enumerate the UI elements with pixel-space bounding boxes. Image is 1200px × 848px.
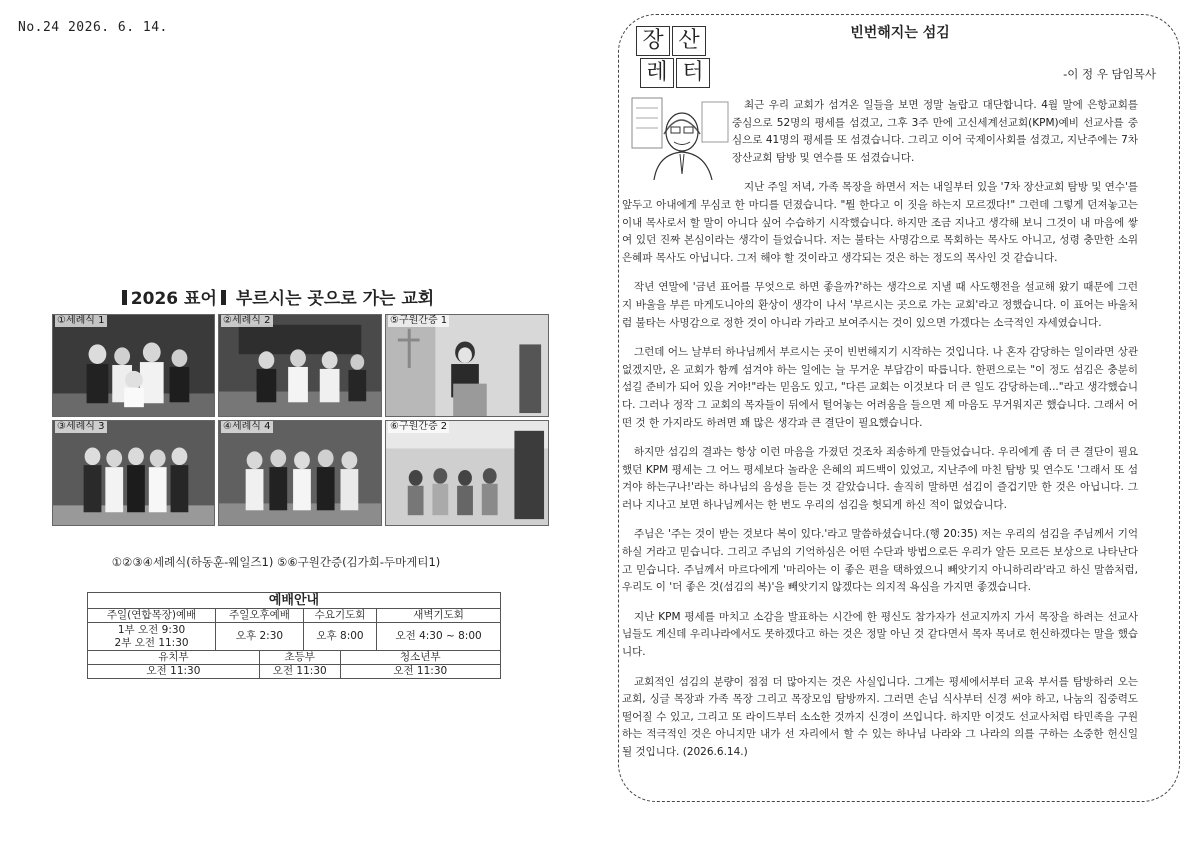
photo-testimony-2 [385,420,549,526]
motto-tag: 표어 [184,289,217,309]
title-bar-right [221,290,226,305]
letter-body [622,97,1138,774]
photo-label: ②세례식 2 [223,315,271,326]
photo-baptism-2 [218,314,382,417]
letter-paragraph: 작년 연말에 '금년 표어를 무엇으로 하면 좋을까?'하는 생각으로 지낼 때 사도행전을 설교해 왔기 때문에 그런지 바울을 부른 마게도니아의 환상이 생각이 나서 '부르시는 곳으로 가는 교회'라고 정했습니다. 이 표어는 바울처럼 불타는 사명감으로 정한 것이 아니라 가라고 보여주시는 것이 있으면 가겠다는 소극적인 자세였습니다. [622,281,1138,329]
schedule-header: 주일오후예배 [216,609,304,623]
schedule-dept: 초등부 [259,651,340,665]
schedule-dept-time: 오전 11:30 [88,665,260,679]
schedule-dept: 청소년부 [340,651,500,665]
schedule-title: 예배안내 [88,593,501,609]
photo-testimony-1 [385,314,549,417]
schedule-header: 수요기도회 [303,609,376,623]
title-bar-left [122,290,127,305]
letter-paragraph: 하지만 섬김의 결과는 항상 이런 마음을 가졌던 것조차 죄송하게 만들었습니다. 우리에게 좀 더 큰 결단이 필요했던 KPM 평세는 그 어느 평세보다 놀라운 은혜의 피드백이 있었고, 지난주에 마친 탐방 및 연수도 '그래서 또 섬겨야 하는구나!'라는 하나님의 음성을 듣는 것 같았습니다. 솔직히 말하면 섬김이 즐겁기만 한 것은 아닙니다. 그러나 지나고 보면 하나님께서는 한 번도 우리의 섬김을 헛되게 하신 적이 없었습니다. [622,446,1138,511]
schedule-header: 주일(연합목장)예배 [88,609,216,623]
photo-label: ⑥구원간증 2 [390,421,448,432]
letter-author: -이 정 우 담임목사 [1063,67,1156,81]
portrait-spacer [622,97,732,183]
schedule-time: 오전 4:30 ~ 8:00 [377,623,501,651]
letter-paragraph: 교회적인 섬김의 분량이 점점 더 많아지는 것은 사실입니다. 그게는 평세에서부터 교육 부서를 탐방하러 오는 교회, 싱글 목장과 가족 목장 그리고 목장모임 탐방까지. 그러면 손님 식사부터 신경 써야 하고, 나눔의 집중력도 떨어질 수 있고, 그리고 또 라이드부터 소소한 것까지 신경이 쓰입니다. 하지만 이것도 선교사처럼 타민족을 구원하는 적극적인 것은 아니지만 내가 선 자리에서 할 수 있는 하나님 나라와 그 나라의 의를 구하는 소중한 헌신일 될 것입니다. (2026.6.14.) [622,675,1138,758]
motto-year: 2026 [130,289,179,309]
logo-char: 산 [672,26,706,56]
logo-char: 레 [640,58,674,88]
letter-paragraph: 최근 우리 교회가 섬겨온 일들을 보면 정말 놀랍고 대단합니다. 4월 말에 은항교회를 중심으로 52명의 평세를 섬겼고, 그후 3주 만에 고신세계선교회(KPM)예비 선교사를 중심으로 41명의 평세를 또 섬겼습니다. 그리고 이어 국제이사회를 섬겼고, 지난주에는 7차 장산교회 탐방 및 연수를 또 섬겼습니다. [732,99,1138,164]
photo-baptism-1 [52,314,215,417]
jangsan-letter-logo [636,26,714,92]
letter-paragraph: 그런데 어느 날부터 하나님께서 부르시는 곳이 빈번해지기 시작하는 것입니다. 나 혼자 감당하는 일이라면 상관없겠지만, 온 교회가 함께 섬겨야 하는 일에는 늘 무거운 부담감이 따릅니다. 한편으로는 "이 정도 섬김은 충분히 섬길 준비가 되어 있을 거야!"라는 믿음도 있고, "다른 교회는 이것보다 더 큰 일도 감당하는데..."라고 생각했습니다. 그러나 정작 그 교회의 목자들이 뒤에서 털어놓는 어려움을 들으면 제 마음도 무거워지곤 했습니다. 그래서 어떤 것 한 가지라도 하려면 꽤 많은 생각과 큰 결단이 필요했습니다. [622,346,1138,429]
schedule-dept-time: 오전 11:30 [259,665,340,679]
worship-schedule-table [87,592,501,679]
logo-char: 장 [636,26,670,56]
photo-label: ③세례식 3 [57,421,105,432]
issue-date: No.24 2026. 6. 14. [18,20,168,35]
photo-baptism-4 [218,420,382,526]
photo-baptism-3 [52,420,215,526]
schedule-dept-time: 오전 11:30 [340,665,500,679]
logo-char: 터 [676,58,710,88]
photo-label: ④세례식 4 [223,421,271,432]
letter-paragraph: 지난 주일 저녁, 가족 목장을 하면서 저는 내일부터 있을 '7차 장산교회 탐방 및 연수'를 앞두고 아내에게 무심코 한 마디를 던졌습니다. "뭘 한다고 이 짓을 하는지 모르겠다!" 그런데 그렇게 던져놓고는 이내 목사로서 할 말이 아니다 싶어 수습하기 시작했습니다. 하지만 조금 지나고 생각해 보니 그것이 내 마음에 쌓여 있던 진짜 본심이라는 생각이 들었습니다. 저는 불타는 사명감으로 목회하는 목사도 아니고, 성령 충만한 소위 은혜파 목사도 아닙니다. 그저 해야 할 것이라고 생각되는 것은 하는 정도의 목사인 것 같습니다. [622,181,1138,264]
photo-label: ①세례식 1 [57,315,105,326]
schedule-time: 오후 2:30 [216,623,304,651]
section-title [52,284,500,309]
letter-title: 빈번해지는 섬김 [850,25,950,41]
schedule-time: 오후 8:00 [303,623,376,651]
photo-label: ⑤구원간증 1 [390,315,448,326]
letter-paragraph: 지난 KPM 평세를 마치고 소감을 발표하는 시간에 한 평신도 참가자가 선교지까지 가서 목장을 하려는 선교사님들도 계신데 우리나라에서도 못하겠다고 하는 것은 정말 아닌 것 같다면서 목자 목녀로 헌신하겠다는 말을 했습니다. [622,610,1138,659]
schedule-header: 새벽기도회 [377,609,501,623]
motto-text: 부르시는 곳으로 가는 교회 [235,289,435,309]
letter-paragraph: 주님은 '주는 것이 받는 것보다 복이 있다.'라고 말씀하셨습니다.(행 20:35) 저는 우리의 섬김을 주님께서 기억하실 거라고 믿습니다. 그리고 주님의 기억하심은 어떤 수단과 방법으로든 우리가 알든 모르든 보상으로 나타난다고 믿습니다. 주님께서 마르다에게 '마리아는 이 좋은 편을 택하였으니 빼앗기지 아니하리라'라고 하신 말씀처럼, 우리도 이 '더 좋은 것(섬김의 복)'을 빼앗기지 않겠다는 의지적 욕심을 가지면 좋겠습니다. [622,528,1138,594]
schedule-time: 1부 오전 9:30 2부 오전 11:30 [88,623,216,651]
schedule-dept: 유치부 [88,651,260,665]
photo-caption: ①②③④세례식(하동훈-웨일즈1) ⑤⑥구원간증(김가희-두마게티1) [111,555,441,569]
